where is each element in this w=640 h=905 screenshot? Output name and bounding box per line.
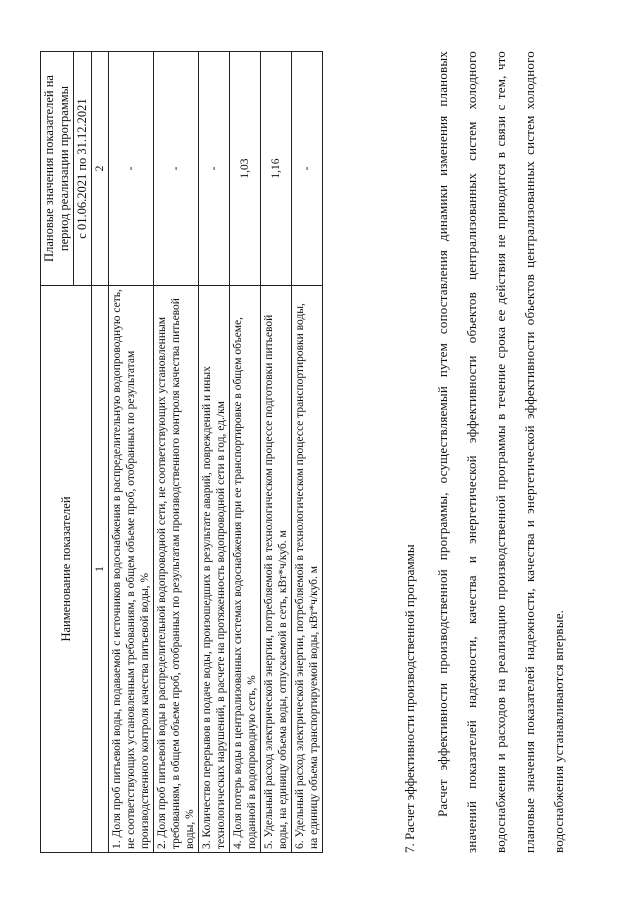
indicator-name: 1. Доля проб питьевой воды, подаваемой с источников водоснабжения в распределительную водопроводную сеть, не соответствующих установленным требованиям, в общем объеме проб, отобранных по результатам производственного контроля качества питьевой воды, % xyxy=(109,286,154,853)
indicator-value: - xyxy=(199,52,230,286)
indicator-value: - xyxy=(154,52,199,286)
table-row xyxy=(261,52,292,853)
table-row xyxy=(109,52,154,853)
table-row xyxy=(199,52,230,853)
table-row xyxy=(230,52,261,853)
indicator-value: 1,16 xyxy=(261,52,292,286)
column-number: 2 xyxy=(92,52,109,286)
indicator-name: 2. Доля проб питьевой воды в распределительной водопроводной сети, не соответствующих установленным требованиям, в общем объеме проб, отобранных по результатам производственного контроля качества питьевой воды, % xyxy=(154,286,199,853)
column-number: 1 xyxy=(92,286,109,853)
header-indicator-name: Наименование показателей xyxy=(41,286,92,853)
indicator-name: 3. Количество перерывов в подаче воды, произошедших в результате аварий, повреждений и иных технологических нарушений, в расчете на протяженность водопроводной сети в год, ед./км xyxy=(199,286,230,853)
section-heading: 7. Расчет эффективности производственной программы xyxy=(402,544,417,853)
indicator-name: 4. Доля потерь воды в централизованных системах водоснабжения при ее транспортировке в общем объеме, поданной в водопроводную сеть, % xyxy=(230,286,261,853)
indicator-name: 6. Удельный расход электрической энергии, потребляемой в технологическом процессе транспортировки воды, на единицу объема транспортируемой воды, кВт*ч/куб. м xyxy=(292,286,323,853)
indicators-table xyxy=(40,51,323,853)
section-paragraph: Расчет эффективности производственной программы, осуществляемый путем сопоставления динамики изменения плановых значений показателей надежности, качества и энергетической эффективности объектов централизованных систем холодного водоснабжения и расходов на реализацию производственной программы в течение срока ее действия не приводится в связи с тем, что плановые значения показателей надежности, качества и энергетической эффективности объектов централизованных систем холодного водоснабжения устанавливаются впервые. xyxy=(435,51,566,853)
indicator-name: 5. Удельный расход электрической энергии, потребляемой в технологическом процессе подготовки питьевой воды, на единицу объема воды, отпускаемой в сеть, кВт*ч/куб. м xyxy=(261,286,292,853)
table-column-number-row xyxy=(92,52,109,853)
table-row xyxy=(292,52,323,853)
header-period: с 01.06.2021 по 31.12.2021 xyxy=(74,52,92,286)
table-row xyxy=(154,52,199,853)
indicator-value: - xyxy=(292,52,323,286)
table-header-row xyxy=(41,52,74,853)
section-7 xyxy=(395,51,573,853)
indicator-value: - xyxy=(109,52,154,286)
indicator-value: 1,03 xyxy=(230,52,261,286)
header-plan-values: Плановые значения показателей на период реализации программы xyxy=(41,52,74,286)
